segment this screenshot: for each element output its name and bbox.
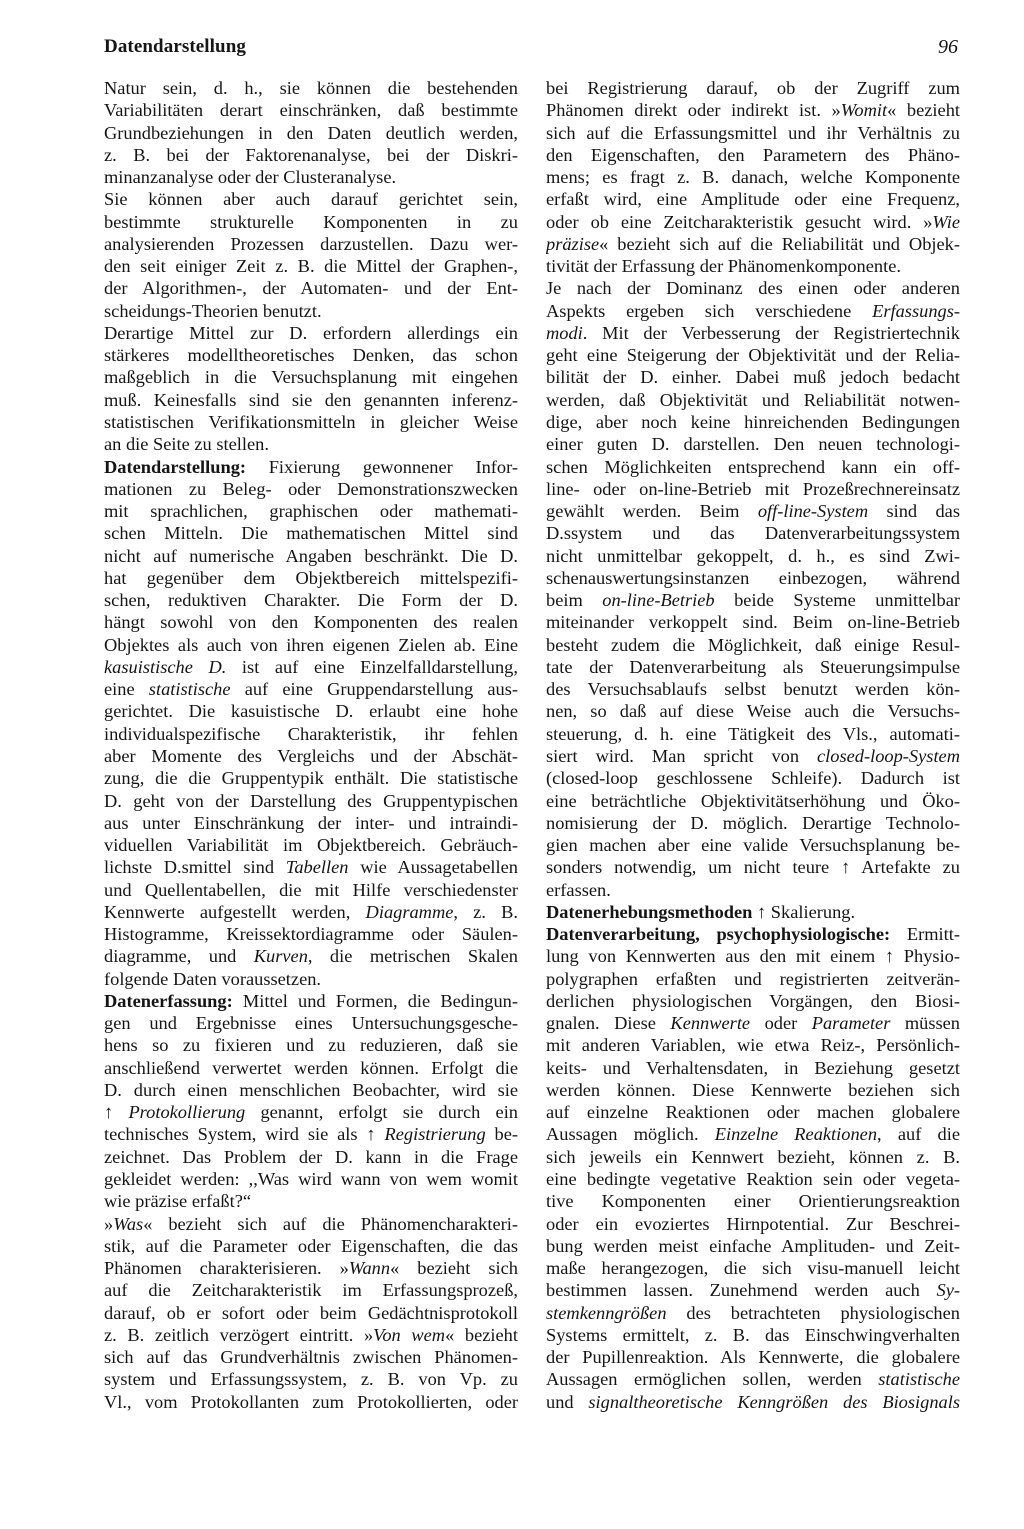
text-run: « bezieht sich auf die Reliabilität und Objek-: [599, 233, 960, 254]
text-run: , z. B.: [453, 901, 518, 922]
text-run: gnalen. Diese: [546, 1013, 671, 1034]
text-line: [546, 456, 960, 478]
text-run: bestimmte strukturelle Komponenten in zu: [104, 211, 518, 232]
text-line: [546, 945, 960, 967]
text-line: [546, 700, 960, 722]
text-run: geht eine Steigerung der Objektivität und der Relia-: [546, 345, 960, 366]
text-run: D. durch einen menschlichen Beobachter, wird sie: [104, 1079, 518, 1100]
text-line: [104, 767, 518, 789]
text-line: [104, 1146, 518, 1168]
text-run: be-: [485, 1124, 518, 1145]
text-run: sich auf das Grundverhältnis zwischen Phänomen-: [104, 1347, 518, 1368]
text-run: werden können. Diese Kennwerte beziehen sich: [546, 1079, 960, 1100]
text-run: , die metrischen Skalen: [307, 946, 518, 967]
text-line: [546, 277, 960, 299]
text-line: [546, 901, 960, 923]
text-run: Aussagen möglich.: [546, 1124, 715, 1145]
text-line: [104, 188, 518, 210]
text-line: [546, 144, 960, 166]
text-run: und Quellentabellen, die mit Hilfe verschiedenster: [104, 879, 518, 900]
emphasized-term: Parameter: [811, 1013, 891, 1034]
text-run: aber Momente des Vergleichs und der Abschät-: [104, 745, 518, 766]
text-run: und: [546, 1391, 589, 1412]
text-run: wie Aussagetabellen: [348, 857, 518, 878]
text-run: Systems ermittelt, z. B. das Einschwingverhalten: [546, 1324, 960, 1345]
text-run: Variabilitäten derart einschränken, daß bestimmte: [104, 100, 518, 121]
text-line: [546, 1257, 960, 1279]
text-line: [546, 1368, 960, 1390]
text-line: [546, 879, 960, 901]
text-line: [104, 433, 518, 455]
text-line: [546, 366, 960, 388]
text-run: aus unter Einschränkung der inter- und intraindi-: [104, 812, 518, 833]
text-line: [104, 745, 518, 767]
text-run: stärkeres modelltheoretisches Denken, das schon: [104, 345, 518, 366]
text-line: [546, 567, 960, 589]
text-line: [104, 945, 518, 967]
text-run: zung, die die Gruppentypik enthält. Die statistische: [104, 768, 518, 789]
text-run: hängt sowohl von den Komponenten des realen: [104, 612, 518, 633]
text-run: « bezieht: [887, 100, 960, 121]
text-run: erfassen.: [546, 879, 611, 900]
text-run: viduellen Variabilität im Objektbereich. Gebräuch-: [104, 835, 518, 856]
text-line: [104, 1079, 518, 1101]
emphasized-term: Von wem: [373, 1324, 446, 1345]
text-line: [546, 790, 960, 812]
text-run: stik, auf die Parameter oder Eigenschaften, die das: [104, 1235, 518, 1256]
text-line: [546, 656, 960, 678]
text-line: [104, 656, 518, 678]
text-run: Aspekts ergeben sich verschiedene: [546, 300, 873, 321]
emphasized-term: Protokollierung: [128, 1102, 246, 1123]
text-line: [104, 366, 518, 388]
text-line: [546, 99, 960, 121]
text-run: oder: [750, 1013, 812, 1034]
text-line: [546, 1391, 960, 1413]
text-line: [104, 879, 518, 901]
running-head-title: Datendarstellung: [104, 36, 246, 57]
text-line: [546, 611, 960, 633]
text-run: muß. Keinesfalls sind sie den genannten inferenz-: [104, 389, 518, 410]
text-run: line- oder on-line-Betrieb mit Prozeßrechnereinsatz: [546, 478, 960, 499]
text-line: [104, 1213, 518, 1235]
text-line: [104, 990, 518, 1012]
text-run: zeichnet. Das Problem der D. kann in die Frage: [104, 1146, 518, 1167]
text-line: [546, 1279, 960, 1301]
text-run: wie präzise erfaßt?“: [104, 1191, 252, 1212]
entry-headword: Datenerhebungsmethoden: [546, 901, 753, 922]
emphasized-term: Registrierung: [384, 1124, 486, 1145]
text-run: Aussagen ermöglichen sollen, werden: [546, 1369, 879, 1390]
text-line: [546, 923, 960, 945]
text-run: sich auf die Erfassungsmittel und ihr Verhältnis zu: [546, 122, 960, 143]
text-line: [546, 834, 960, 856]
emphasized-term: closed-loop-System: [817, 745, 960, 766]
text-run: tivität der Erfassung der Phänomenkomponente.: [546, 256, 901, 277]
text-run: miteinander verkoppelt sind. Beim on-line-Betrieb: [546, 612, 960, 633]
text-run: Derartige Mittel zur D. erfordern allerdings ein: [104, 322, 518, 343]
text-line: [546, 1324, 960, 1346]
text-run: lichste D.smittel sind: [104, 857, 286, 878]
text-run: Mittel und Formen, die Bedingun-: [232, 990, 518, 1011]
text-line: [104, 589, 518, 611]
text-run: steuerung, d. h. eine Tätigkeit des Vls., automati-: [546, 723, 960, 744]
text-run: « bezieht sich: [390, 1258, 518, 1279]
text-run: Ermitt-: [890, 924, 960, 945]
text-line: [546, 745, 960, 767]
emphasized-term: off-line-System: [757, 501, 869, 522]
emphasized-term: präzise: [546, 233, 600, 254]
text-run: schen Mitteln. Die mathematischen Mittel sind: [104, 523, 518, 544]
emphasized-term: Wann: [348, 1258, 391, 1279]
text-run: gerichtet. Die kasuistische D. erlaubt eine hohe: [104, 701, 518, 722]
text-line: [104, 1391, 518, 1413]
text-line: [546, 545, 960, 567]
text-run: eine bedingte vegetative Reaktion sein oder vegeta-: [546, 1169, 960, 1190]
text-line: [546, 634, 960, 656]
text-line: [104, 255, 518, 277]
text-run: Vl., vom Protokollanten zum Protokollierten, oder: [104, 1391, 518, 1412]
text-run: mationen zu Beleg- oder Demonstrationszwecken: [104, 478, 518, 499]
text-run: Kennwerte aufgestellt werden,: [104, 901, 366, 922]
text-run: gien machen aber eine valide Versuchsplanung be-: [546, 835, 960, 856]
text-line: [546, 433, 960, 455]
text-line: [104, 812, 518, 834]
emphasized-term: Womit: [840, 100, 888, 121]
text-run: darauf, ob er sofort oder beim Gedächtnisprotokoll: [104, 1302, 518, 1323]
text-run: nicht auf numerische Angaben beschränkt. Die D.: [104, 545, 518, 566]
text-run: schen, reduktiven Charakter. Die Form der D.: [104, 590, 518, 611]
text-run: an die Seite zu stellen.: [104, 434, 269, 455]
text-run: der Pupillenreaktion. Als Kennwerte, die globalere: [546, 1347, 960, 1368]
text-line: [104, 344, 518, 366]
entry-headword: Datendarstellung:: [104, 456, 247, 477]
text-line: [546, 1123, 960, 1145]
emphasized-term: stemkenngrößen: [546, 1302, 667, 1323]
emphasized-term: Einzelne Reaktionen: [714, 1124, 878, 1145]
text-run: , auf die: [877, 1124, 960, 1145]
text-line: [546, 1012, 960, 1034]
text-line: [546, 1302, 960, 1324]
text-run: (closed-loop geschlossene Schleife). Dadurch ist: [546, 768, 960, 789]
entry-headword: Datenerfassung:: [104, 990, 233, 1011]
text-line: [104, 856, 518, 878]
text-run: polygraphen erfaßten und registrierten zeitverän-: [546, 968, 960, 989]
emphasized-term: Sy-: [936, 1280, 960, 1301]
text-run: Phänomen charakterisieren. »: [104, 1258, 349, 1279]
text-line: [104, 1123, 518, 1145]
text-line: [104, 144, 518, 166]
text-line: [104, 678, 518, 700]
emphasized-term: Diagramme: [365, 901, 454, 922]
text-run: siert wird. Man spricht von: [546, 745, 817, 766]
text-line: [104, 901, 518, 923]
text-line: [104, 1257, 518, 1279]
text-run: der Algorithmen-, der Automaten- und der Ent-: [104, 278, 518, 299]
text-line: [546, 255, 960, 277]
text-line: [546, 1190, 960, 1212]
text-run: maßgeblich in die Versuchsplanung mit eingehen: [104, 367, 518, 388]
emphasized-term: Tabellen: [285, 857, 349, 878]
text-line: [546, 344, 960, 366]
text-run: gen und Ergebnisse eines Untersuchungsgesche-: [104, 1013, 518, 1034]
left-text-column: [104, 77, 518, 1413]
text-line: [104, 1346, 518, 1368]
text-run: nen, so daß auf diese Weise auch die Versuchs-: [546, 701, 960, 722]
text-run: Je nach der Dominanz des einen oder anderen: [546, 278, 960, 299]
text-run: folgende Daten voraussetzen.: [104, 968, 322, 989]
text-run: hat gegenüber dem Objektbereich mittelspezifi-: [104, 567, 518, 588]
text-line: [104, 567, 518, 589]
emphasized-term: on-line-Betrieb: [602, 590, 715, 611]
text-line: [546, 322, 960, 344]
text-run: gekleidet werden: ,,Was wird wann von wem womit: [104, 1169, 518, 1190]
text-line: [104, 300, 518, 322]
text-run: den seit einiger Zeit z. B. die Mittel der Graphen-,: [104, 256, 518, 277]
text-line: [104, 1368, 518, 1390]
text-line: [546, 77, 960, 99]
text-run: nomisierung der D. möglich. Derartige Technolo-: [546, 812, 960, 833]
text-line: [104, 723, 518, 745]
text-run: sonders notwendig, um nicht teure ↑ Artefakte zu: [546, 857, 960, 878]
text-run: derlichen physiologischen Vorgängen, den Biosi-: [546, 990, 960, 1011]
text-run: müssen: [890, 1013, 960, 1034]
text-run: des Versuchsablaufs selbst benutzt werden kön-: [546, 679, 960, 700]
text-line: [546, 300, 960, 322]
text-run: »: [104, 1213, 114, 1234]
text-line: [104, 1279, 518, 1301]
text-run: « bezieht sich auf die Phänomencharakteri-: [143, 1213, 518, 1234]
text-run: genannt, erfolgt sie durch ein: [245, 1102, 518, 1123]
text-line: [104, 233, 518, 255]
text-run: mit anderen Variablen, wie etwa Reiz-, Persönlich-: [546, 1035, 960, 1056]
text-line: [104, 968, 518, 990]
text-line: [104, 166, 518, 188]
text-line: [546, 411, 960, 433]
text-line: [546, 1346, 960, 1368]
text-run: Natur sein, d. h., sie können die bestehenden: [104, 78, 518, 98]
text-run: sich jeweils ein Kennwert bezieht, können z. B.: [546, 1146, 960, 1167]
text-line: [104, 99, 518, 121]
text-run: einer guten D. darstellen. Den neuen technologi-: [546, 434, 960, 455]
text-run: auf die Zeitcharakteristik im Erfassungsprozeß,: [104, 1280, 518, 1301]
text-run: system und Erfassungssystem, z. B. von Vp. zu: [104, 1369, 518, 1390]
text-line: [104, 1235, 518, 1257]
text-run: auf einzelne Reaktionen oder machen globalere: [546, 1102, 960, 1123]
text-run: D.ssystem und das Datenverarbeitungssystem: [546, 523, 960, 544]
text-line: [546, 767, 960, 789]
text-line: [546, 678, 960, 700]
text-run: bung werden meist einfache Amplituden- und Zeit-: [546, 1235, 960, 1256]
text-line: [104, 1101, 518, 1123]
text-line: [104, 389, 518, 411]
emphasized-term: Kurven: [253, 946, 308, 967]
text-line: [104, 211, 518, 233]
text-line: [546, 389, 960, 411]
text-run: lung von Kennwerten aus den mit einem ↑ Physio-: [546, 946, 960, 967]
text-run: « bezieht: [445, 1324, 518, 1345]
text-line: [546, 500, 960, 522]
text-line: [104, 1034, 518, 1056]
text-run: keits- und Verhaltensdaten, in Beziehung gesetzt: [546, 1057, 960, 1078]
text-line: [546, 812, 960, 834]
text-line: [104, 1324, 518, 1346]
text-line: [546, 1146, 960, 1168]
text-run: D. geht von der Darstellung des Gruppentypischen: [104, 790, 518, 811]
text-run: . Mit der Verbesserung der Registriertechnik: [582, 322, 960, 343]
text-line: [546, 1235, 960, 1257]
text-run: individualspezifische Charakteristik, ihr fehlen: [104, 723, 518, 744]
page-number: 96: [938, 36, 958, 58]
text-run: erfaßt wird, eine Amplitude oder eine Frequenz,: [546, 189, 960, 210]
text-line: [104, 1012, 518, 1034]
text-line: [546, 166, 960, 188]
text-run: dige, aber noch keine hinreichenden Bedingungen: [546, 411, 960, 432]
text-run: ist auf eine Einzelfalldarstellung,: [226, 656, 518, 677]
text-line: [104, 611, 518, 633]
text-line: [104, 411, 518, 433]
text-run: schenauswertungsinstanzen einbezogen, während: [546, 567, 960, 588]
text-run: bei Registrierung darauf, ob der Zugriff zum: [546, 78, 960, 98]
text-line: [546, 1168, 960, 1190]
text-run: technisches System, wird sie als ↑: [104, 1124, 385, 1145]
text-line: [104, 834, 518, 856]
text-run: Phänomen direkt oder indirekt ist. »: [546, 100, 841, 121]
entry-headword: Datenverarbeitung, psychophysiologische:: [546, 924, 891, 945]
text-run: auf eine Gruppendarstellung aus-: [230, 679, 518, 700]
emphasized-term: kasuistische D.: [104, 656, 227, 677]
text-line: [546, 1079, 960, 1101]
text-run: bilität der D. einher. Dabei muß jedoch bedacht: [546, 367, 960, 388]
text-line: [546, 1034, 960, 1056]
text-run: ↑ Skalierung.: [752, 901, 856, 922]
text-run: Objektes als auch von ihren eigenen Zielen ab. Eine: [104, 634, 518, 655]
text-run: tate der Datenverarbeitung als Steuerungsimpulse: [546, 656, 960, 677]
text-run: eine: [104, 679, 149, 700]
emphasized-term: signaltheoretische Kenngrößen des Biosignals: [588, 1391, 960, 1412]
text-run: eine beträchtliche Objektivitätserhöhung und Öko-: [546, 790, 960, 811]
text-line: [104, 1168, 518, 1190]
text-line: [546, 968, 960, 990]
emphasized-term: Was: [113, 1213, 144, 1234]
text-run: beim: [546, 590, 603, 611]
text-run: statistischen Verifikationsmitteln in gleicher Weise: [104, 411, 518, 432]
right-text-column: [546, 77, 960, 1413]
text-run: z. B. zeitlich verzögert eintritt. »: [104, 1324, 374, 1345]
text-line: [104, 923, 518, 945]
text-line: [104, 500, 518, 522]
text-line: [546, 233, 960, 255]
text-run: beide Systeme unmittelbar: [714, 590, 960, 611]
text-run: scheidungs-Theorien benutzt.: [104, 300, 322, 321]
emphasized-term: Erfassungs-: [872, 300, 960, 321]
text-run: besteht zudem die Möglichkeit, daß einige Resul-: [546, 634, 960, 655]
text-run: tive Komponenten einer Orientierungsreaktion: [546, 1191, 960, 1212]
text-run: oder ein evoziertes Hirnpotential. Zur Beschrei-: [546, 1213, 960, 1234]
text-line: [104, 1190, 518, 1212]
text-line: [104, 322, 518, 344]
text-line: [546, 122, 960, 144]
text-line: [546, 1101, 960, 1123]
emphasized-term: statistische: [878, 1369, 960, 1390]
text-line: [546, 211, 960, 233]
text-line: [546, 188, 960, 210]
text-line: [104, 277, 518, 299]
text-run: mit sprachlichen, graphischen oder mathemati-: [104, 501, 518, 522]
text-run: Histogramme, Kreissektordiagramme oder Säulen-: [104, 924, 518, 945]
text-run: hens so zu fixieren und zu reduzieren, daß sie: [104, 1035, 518, 1056]
text-line: [104, 77, 518, 99]
text-line: [104, 545, 518, 567]
text-run: Sie können aber auch darauf gerichtet sein,: [104, 189, 518, 210]
text-line: [104, 122, 518, 144]
text-line: [104, 790, 518, 812]
text-run: werden, daß Objektivität und Reliabilität notwen-: [546, 389, 960, 410]
text-line: [104, 456, 518, 478]
text-run: maße herangezogen, die sich visu-manuell leicht: [546, 1258, 960, 1279]
text-line: [546, 990, 960, 1012]
text-run: Fixierung gewonnener Infor-: [246, 456, 518, 477]
text-run: anschließend verwertet werden können. Erfolgt die: [104, 1057, 518, 1078]
text-run: gewählt werden. Beim: [546, 501, 758, 522]
text-run: bestimmen lassen. Zunehmend werden auch: [546, 1280, 937, 1301]
text-run: z. B. bei der Faktorenanalyse, bei der Diskri-: [104, 144, 518, 165]
text-line: [546, 856, 960, 878]
text-run: sind das: [868, 501, 960, 522]
text-line: [546, 589, 960, 611]
text-line: [104, 1057, 518, 1079]
text-run: Grundbeziehungen in den Daten deutlich werden,: [104, 122, 518, 143]
text-line: [546, 1057, 960, 1079]
text-line: [546, 478, 960, 500]
text-run: analysierenden Prozessen darzustellen. Dazu wer-: [104, 233, 518, 254]
text-line: [546, 1213, 960, 1235]
text-line: [104, 634, 518, 656]
emphasized-term: statistische: [148, 679, 231, 700]
text-run: diagramme, und: [104, 946, 254, 967]
text-run: nicht unmittelbar gekoppelt, d. h., es sind Zwi-: [546, 545, 960, 566]
emphasized-term: Wie: [932, 211, 960, 232]
text-run: schen Möglichkeiten entsprechend kann ein off-: [546, 456, 960, 477]
text-line: [104, 478, 518, 500]
text-run: minanzanalyse oder der Clusteranalyse.: [104, 167, 397, 188]
text-line: [104, 700, 518, 722]
text-run: den Eigenschaften, den Parametern des Phäno-: [546, 144, 960, 165]
text-line: [104, 522, 518, 544]
text-line: [546, 522, 960, 544]
emphasized-term: modi: [546, 322, 583, 343]
text-run: ↑: [104, 1102, 129, 1123]
emphasized-term: Kennwerte: [670, 1013, 751, 1034]
text-run: des betrachteten physiologischen: [666, 1302, 960, 1323]
text-run: oder ob eine Zeitcharakteristik gesucht wird. »: [546, 211, 933, 232]
text-line: [104, 1302, 518, 1324]
text-run: mens; es fragt z. B. danach, welche Komponente: [546, 167, 960, 188]
text-line: [546, 723, 960, 745]
